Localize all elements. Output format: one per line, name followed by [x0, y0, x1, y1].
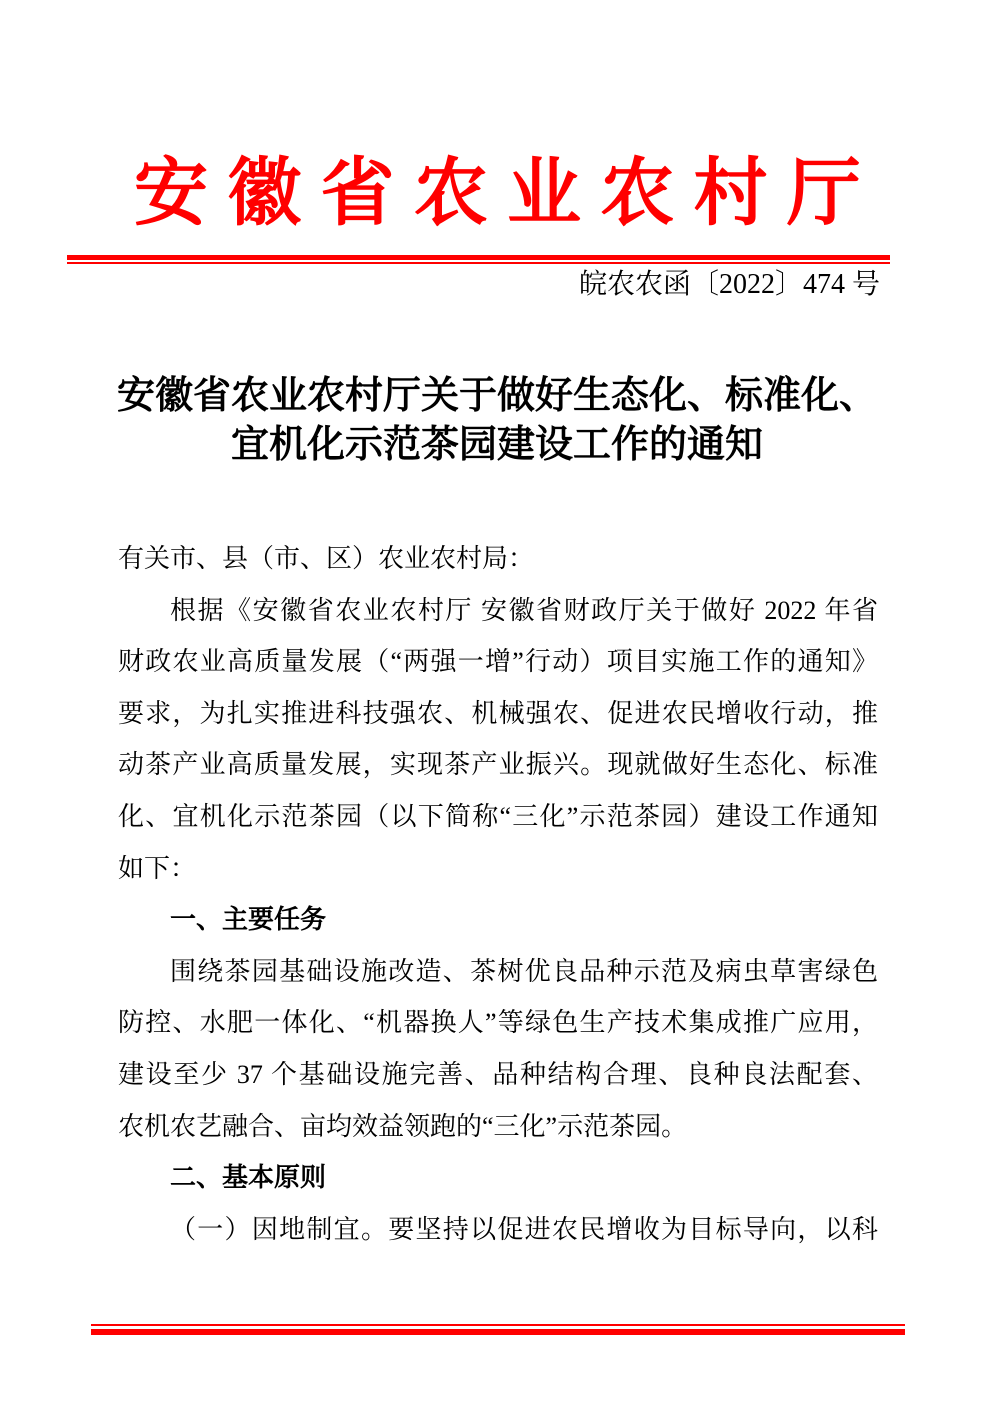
paragraph-1-line: 财政农业高质量发展（“两强一增”行动）项目实施工作的通知》: [118, 647, 878, 677]
salutation: 有关市、县（市、区）农业农村局：: [118, 544, 535, 573]
paragraph-1-line: 动茶产业高质量发展，实现茶产业振兴。现就做好生态化、标准: [118, 750, 878, 780]
paragraph-2-line: 围绕茶园基础设施改造、茶树优良品种示范及病虫草害绿色: [170, 956, 878, 986]
paragraph-3-line: （一）因地制宜。要坚持以促进农民增收为目标导向，以科: [170, 1214, 878, 1244]
red-divider-bottom: [91, 1324, 905, 1335]
paragraph-1-line: 根据《安徽省农业农村厅 安徽省财政厅关于做好 2022 年省: [170, 595, 878, 625]
paragraph-2-line: 农机农艺融合、亩均效益领跑的“三化”示范茶园。: [118, 1111, 688, 1141]
red-divider-top: [67, 255, 890, 264]
paragraph-1-line: 要求，为扎实推进科技强农、机械强农、促进农民增收行动，推: [118, 698, 878, 728]
section-heading-1: 一、主要任务: [170, 904, 327, 935]
paragraph-1-line: 如下：: [118, 853, 197, 883]
document-body: [118, 533, 878, 1255]
document-title-line-1: 安徽省农业农村厅关于做好生态化、标准化、: [116, 375, 877, 417]
section-heading-2: 二、基本原则: [170, 1162, 327, 1193]
paragraph-2-line: 防控、水肥一体化、“机器换人”等绿色生产技术集成推广应用，: [118, 1008, 878, 1038]
document-title-line-2: 宜机化示范茶园建设工作的通知: [230, 424, 763, 466]
agency-title: 安徽省农业农村厅: [134, 151, 880, 234]
document-number: 皖农农函〔2022〕474 号: [578, 269, 880, 300]
document-title: [0, 372, 994, 470]
paragraph-1-line: 化、宜机化示范茶园（以下简称“三化”示范茶园）建设工作通知: [118, 801, 878, 831]
paragraph-2-line: 建设至少 37 个基础设施完善、品种结构合理、良种良法配套、: [118, 1059, 878, 1089]
